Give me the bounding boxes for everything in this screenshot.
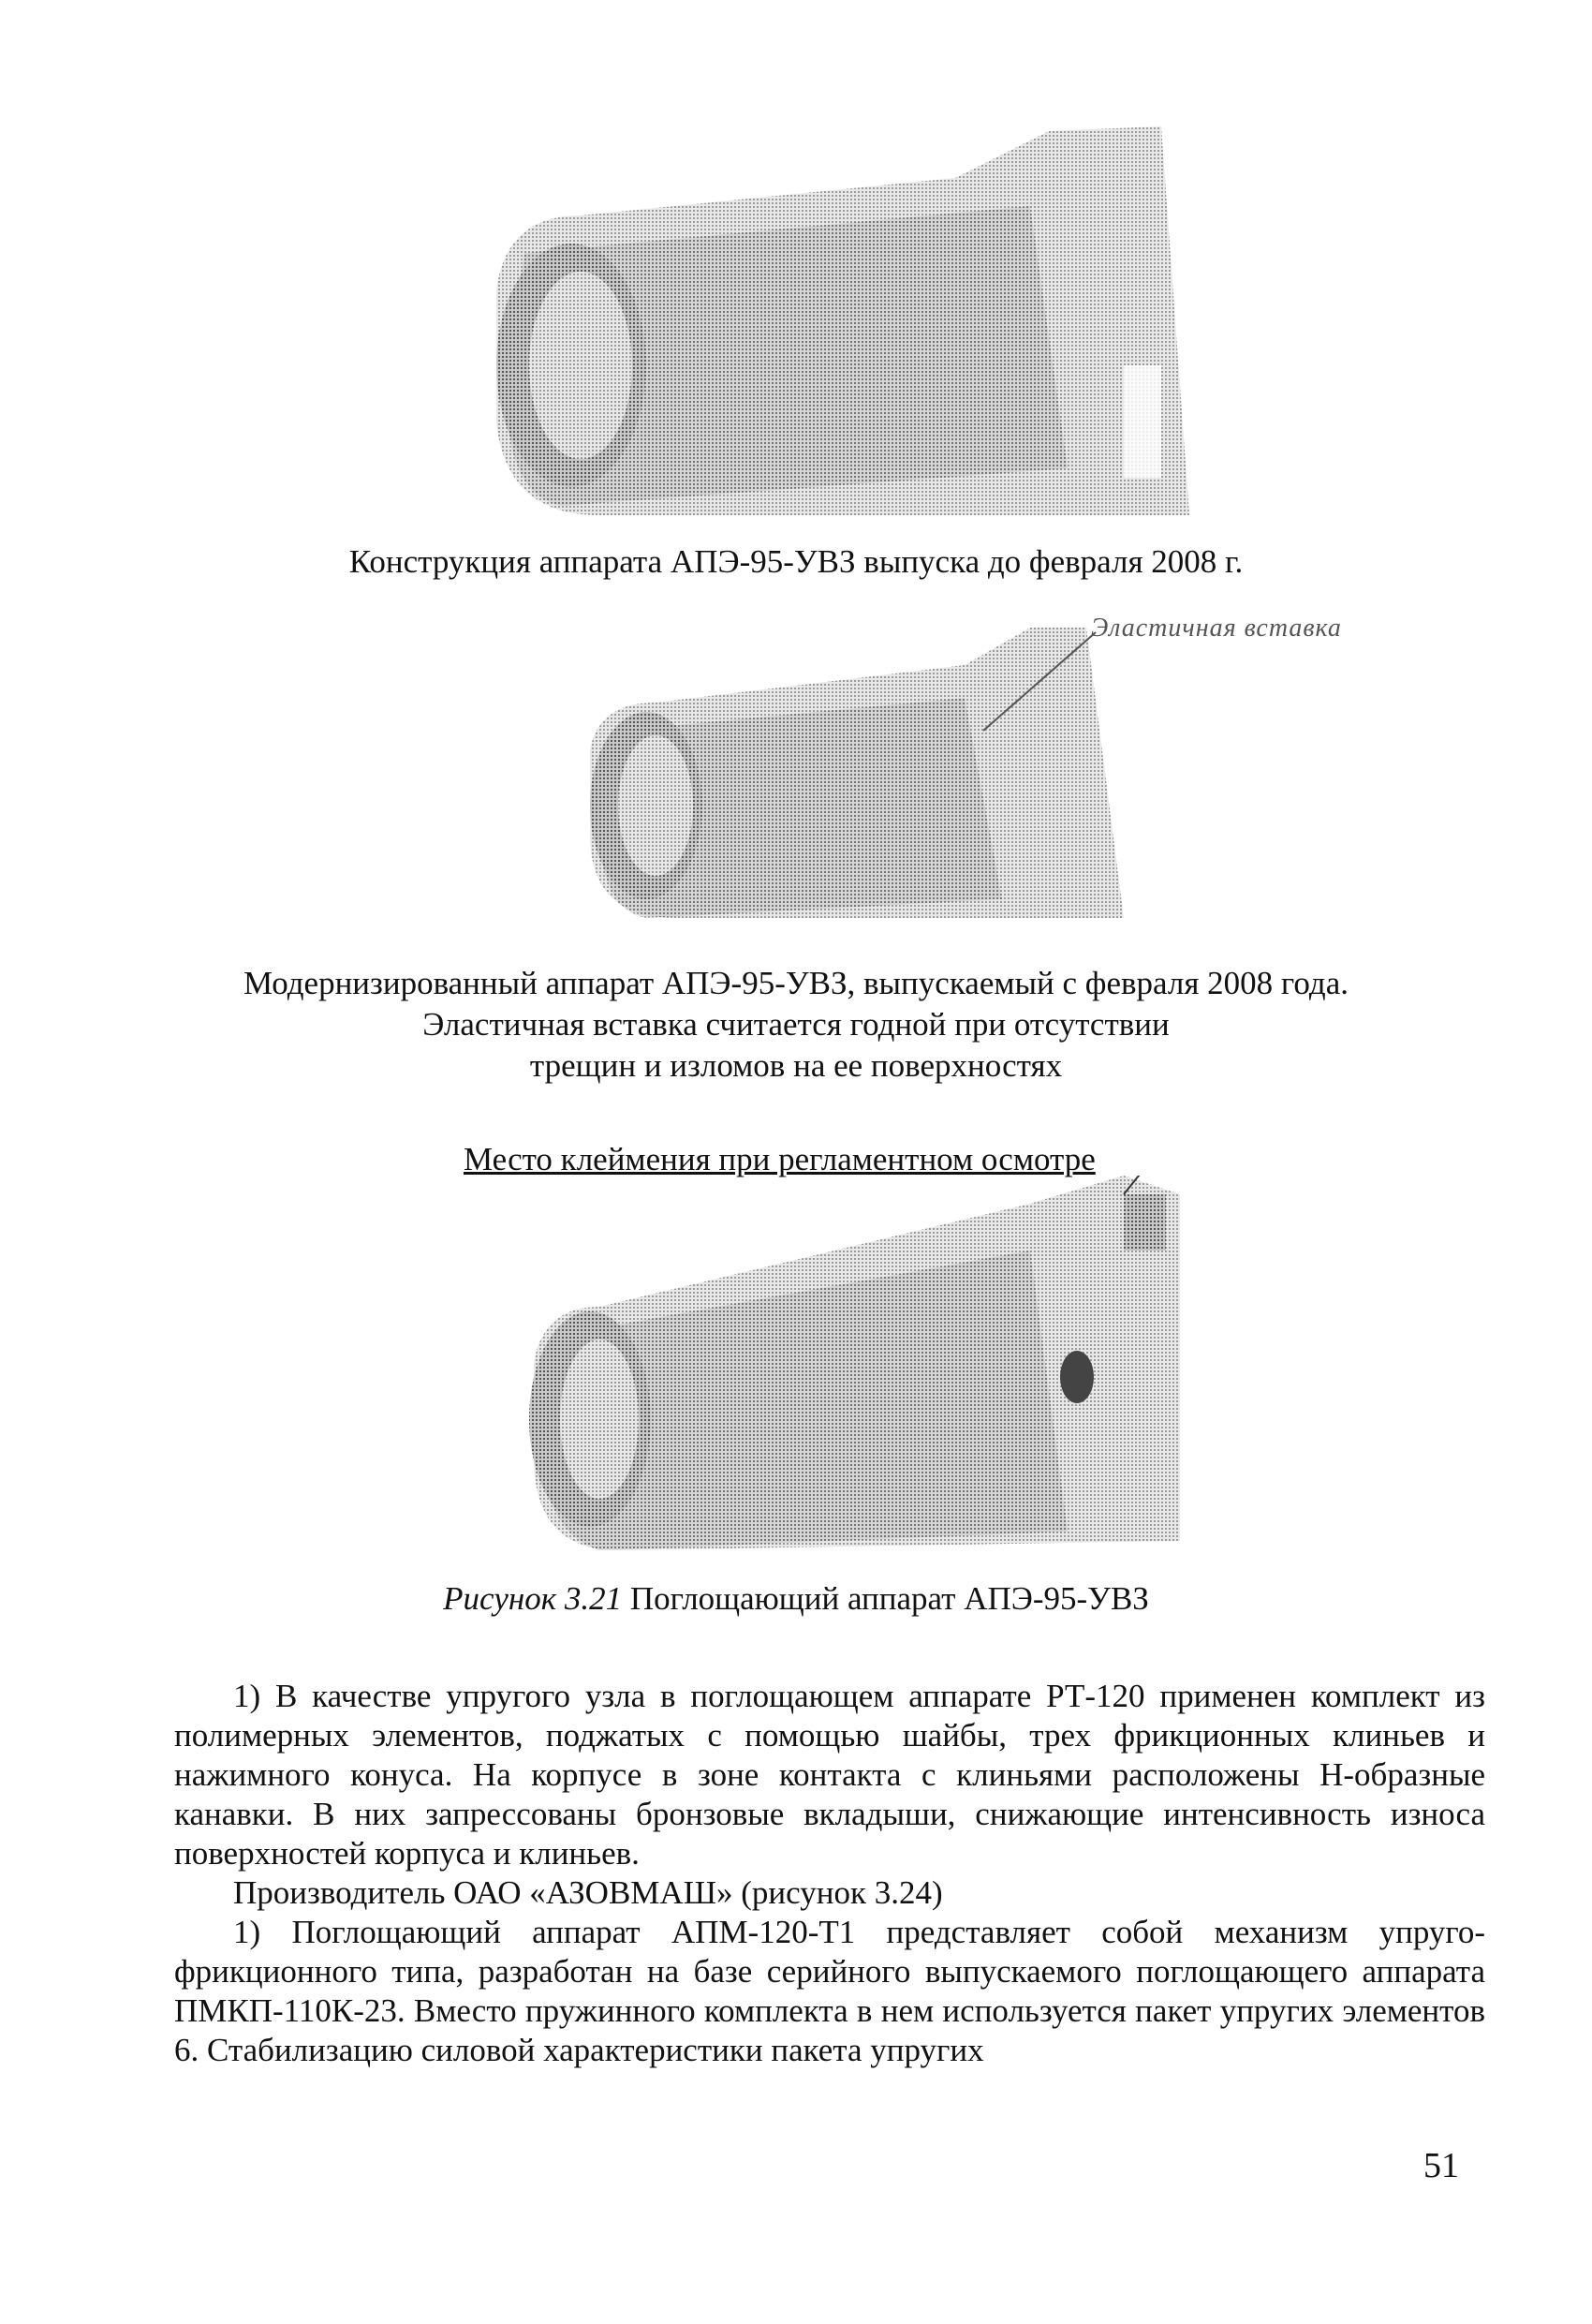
paragraph: 1) В качестве упругого узла в поглощающем аппарате РТ-120 применен комплект из полимерных элементов, поджатых с помощью шайбы, трех фрикционных клиньев и нажимного конуса. На корпусе в зоне контакта с клиньями расположены Н-образные канавки. В них запрессованы бронзовые вкладыши, снижающие интенсивность износа поверхностей корпуса и клиньев. [174,1678,1485,1872]
caption-line: Эластичная вставка считается годной при отсутствии [422,1006,1170,1043]
figure-2-caption [140,963,1452,1087]
caption-line: Модернизированный аппарат АПЭ-95-УВЗ, выпускаемый с февраля 2008 года. [243,965,1349,1001]
figure-number: Рисунок 3.21 [443,1580,623,1617]
page-number: 51 [1423,2146,1459,2185]
figure-1-illustration [468,112,1217,534]
figure-3-illustration [506,1176,1255,1569]
paragraph: Производитель ОАО «АЗОВМАШ» (рисунок 3.24) [233,1874,943,1911]
figure-2-label: Эластичная вставка [1091,614,1342,643]
figure-3-label: Место клеймения при регламентном осмотре [464,1141,1096,1177]
figure-2-illustration [562,609,1311,946]
figure-1-caption: Конструкция аппарата АПЭ-95-УВЗ выпуска до февраля 2008 г. [348,543,1244,580]
caption-line: трещин и изломов на ее поверхностях [529,1047,1063,1084]
body-text [174,1677,1485,2070]
figure-3-caption [140,1578,1452,1620]
paragraph: 1) Поглощающий аппарат АПМ-120-Т1 представляет собой механизм упруго-фрикционного типа, разработан на базе серийного выпускаемого поглощающего аппарата ПМКП-110К-23. Вместо пружинного комплекта в нем используется пакет упругих элементов 6. Стабилизацию силовой характеристики пакета упругих [174,1914,1485,2068]
figure-title: Поглощающий аппарат АПЭ-95-УВЗ [629,1580,1149,1617]
